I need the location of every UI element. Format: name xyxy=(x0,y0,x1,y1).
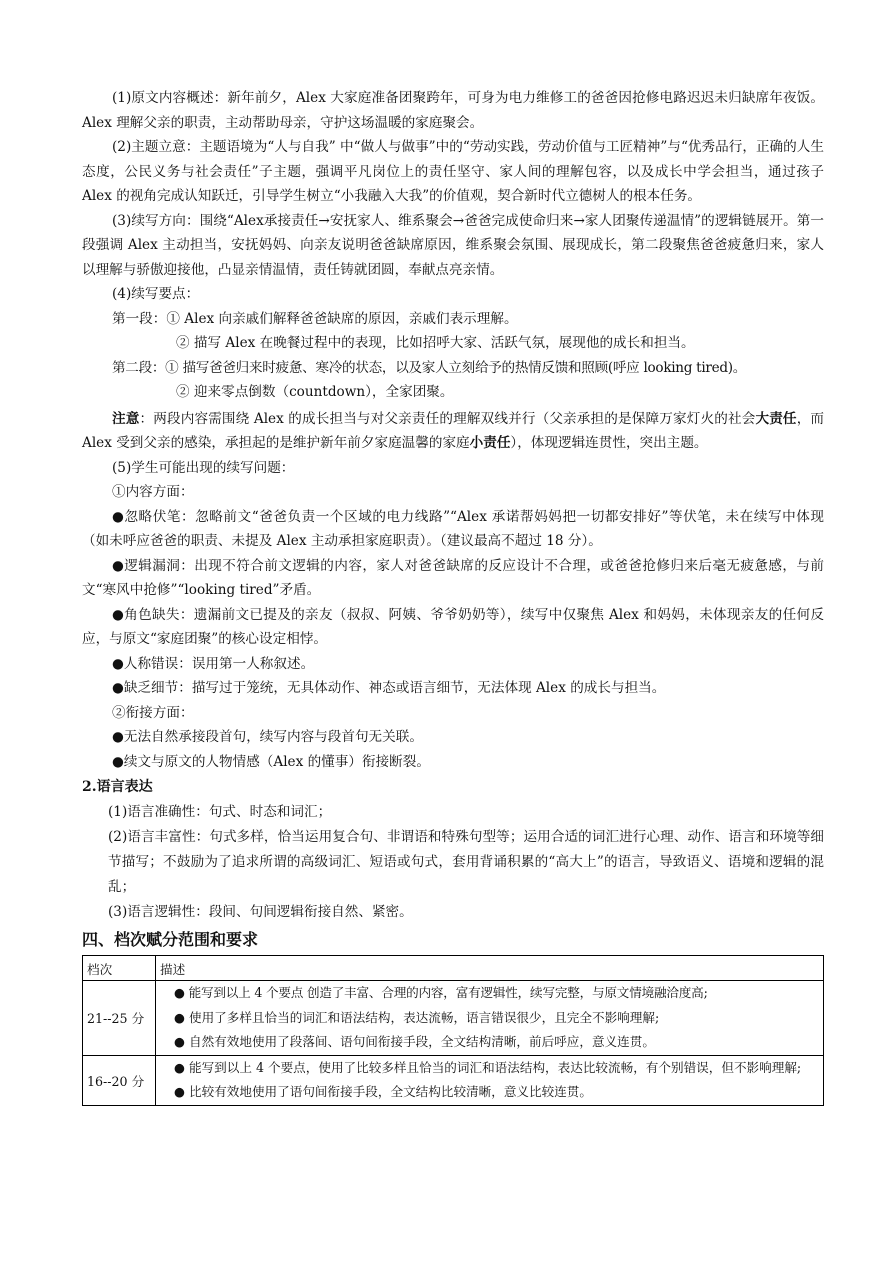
header-description: 描述 xyxy=(156,956,824,981)
problem-foreshadowing: ●忽略伏笔：忽略前文“爸爸负责一个区域的电力线路”“Alex 承诺帮妈妈把一切都安排好”等伏笔，未在续写中体现（如未呼应爸爸的职责、未提及 Alex 主动承担家庭职责）。（建议最高不超过 18 分）。 xyxy=(82,508,824,549)
description-cell xyxy=(156,1055,824,1105)
language-heading: 2.语言表达 xyxy=(82,779,153,795)
problem-character: ●角色缺失：遗漏前文已提及的亲友（叔叔、阿姨、爷爷奶奶等），续写中仅聚焦 Alex 和妈妈，未体现亲友的任何反应，与原文“家庭团聚”的核心设定相悖。 xyxy=(82,606,824,647)
summary-paragraph: (1)原文内容概述：新年前夕，Alex 大家庭准备团聚跨年，可身为电力维修工的爸爸因抢修电路迟迟未归缺席年夜饭。Alex 理解父亲的职责，主动帮助母亲，守护这场温暖的家庭聚会。 xyxy=(82,90,824,131)
problems-heading: (5)学生可能出现的续写问题： xyxy=(112,459,295,476)
note-bold-big-responsibility: 大责任 xyxy=(755,410,797,427)
list-item: ● 能写到以上 4 个要点，使用了比较多样且恰当的词汇和语法结构，表达比较流畅，有个别错误，但不影响理解; xyxy=(174,1059,802,1075)
para2-point1: 第二段：① 描写爸爸归来时疲惫、寒冷的状态，以及家人立刻给予的热情反馈和照顾(呼应 looking tired)。 xyxy=(112,359,747,376)
problem-connection-1: ●无法自然承接段首句，续写内容与段首句无关联。 xyxy=(112,729,423,745)
list-item: ● 比较有效地使用了语句间衔接手段，全文结构比较清晰，意义比较连贯。 xyxy=(174,1084,592,1099)
note-text-d: ），体现逻辑连贯性，突出主题。 xyxy=(510,435,708,451)
header-grade: 档次 xyxy=(83,956,156,981)
note-text-a: ：两段内容需围绕 Alex 的成长担当与对父亲责任的理解双线并行（父亲承担的是保障万家灯火的社会 xyxy=(139,410,756,427)
direction-paragraph: (3)续写方向：围绕“Alex承接责任→安抚家人、维系聚会→爸爸完成使命归来→家人团聚传递温情”的逻辑链展开。第一段强调 Alex 主动担当，安抚妈妈、向亲友说明爸爸缺席原因，维系聚会氛围、展现成长，第二段聚焦爸爸疲惫归来，家人以理解与骄傲迎接他，凸显亲情温情，责任铸就团圆，奉献点亮亲情。 xyxy=(82,212,824,278)
note-text-c: ，而 Alex 受到父亲的感染，承担起的是维护新年前夕家庭温馨的家庭 xyxy=(82,410,825,451)
note-paragraph xyxy=(82,407,824,456)
table-row xyxy=(83,981,824,1056)
problem-logic: ●逻辑漏洞：出现不符合前文逻辑的内容，家人对爸爸缺席的反应设计不合理，或爸爸抢修归来后毫无疲惫感，与前文“寒风中抢修”“looking tired”矛盾。 xyxy=(82,557,824,598)
grading-table xyxy=(82,955,824,1106)
note-label: 注意 xyxy=(112,410,140,427)
content-aspect-heading: ①内容方面： xyxy=(112,484,194,500)
list-item: ● 能写到以上 4 个要点 创造了丰富、合理的内容，富有逻辑性，续写完整，与原文情境融洽度高; xyxy=(174,985,708,1000)
problem-detail: ●缺乏细节：描写过于笼统，无具体动作、神态或语言细节，无法体现 Alex 的成长与担当。 xyxy=(112,680,666,696)
document-page xyxy=(82,86,824,1106)
para1-point2: ② 描写 Alex 在晚餐过程中的表现，比如招呼大家、活跃气氛，展现他的成长和担当。 xyxy=(176,335,695,351)
grade-cell: 16--20 分 xyxy=(83,1055,156,1105)
problem-person: ●人称错误：误用第一人称叙述。 xyxy=(112,655,315,672)
note-bold-small-responsibility: 小责任 xyxy=(469,435,511,451)
list-item: ● 自然有效地使用了段落间、语句间衔接手段，全文结构清晰，前后呼应，意义连贯。 xyxy=(174,1034,655,1049)
para2-point2: ② 迎来零点倒数（countdown），全家团聚。 xyxy=(176,384,454,400)
table-header-row xyxy=(83,956,824,981)
table-row xyxy=(83,1055,824,1105)
language-accuracy: (1)语言准确性：句式、时态和词汇； xyxy=(108,804,332,820)
problem-connection-2: ●续文与原文的人物情感（Alex 的懂事）衔接断裂。 xyxy=(112,753,430,770)
para1-point1: 第一段：① Alex 向亲戚们解释爸爸缺席的原因，亲戚们表示理解。 xyxy=(112,310,518,327)
theme-paragraph: (2)主题立意：主题语境为“人与自我” 中“做人与做事”中的“劳动实践，劳动价值与工匠精神”与“优秀品行，正确的人生态度，公民义务与社会责任”子主题，强调平凡岗位上的责任坚守、家人间的理解包容，以及成长中学会担当，通过孩子 Alex 的视角完成认知跃迁，引导学生树立“小我融入大我”的价值观，契合新时代立德树人的根本任务。 xyxy=(82,139,824,204)
description-cell xyxy=(156,981,824,1056)
section-four-title: 四、档次赋分范围和要求 xyxy=(82,930,259,949)
key-points-heading: (4)续写要点： xyxy=(112,286,200,302)
language-richness: (2)语言丰富性：句式多样，恰当运用复合句、非谓语和特殊句型等；运用合适的词汇进行心理、动作、语言和环境等细节描写；不鼓励为了追求所谓的高级词汇、短语或句式，套用背诵积累的“高大上”的语言，导致语义、语境和逻辑的混乱； xyxy=(108,829,824,895)
list-item: ● 使用了多样且恰当的词汇和语法结构，表达流畅，语言错误很少，且完全不影响理解; xyxy=(174,1009,660,1025)
connection-aspect-heading: ②衔接方面： xyxy=(112,704,194,721)
grade-cell: 21--25 分 xyxy=(83,981,156,1056)
language-logic: (3)语言逻辑性：段间、句间逻辑衔接自然、紧密。 xyxy=(108,904,413,920)
